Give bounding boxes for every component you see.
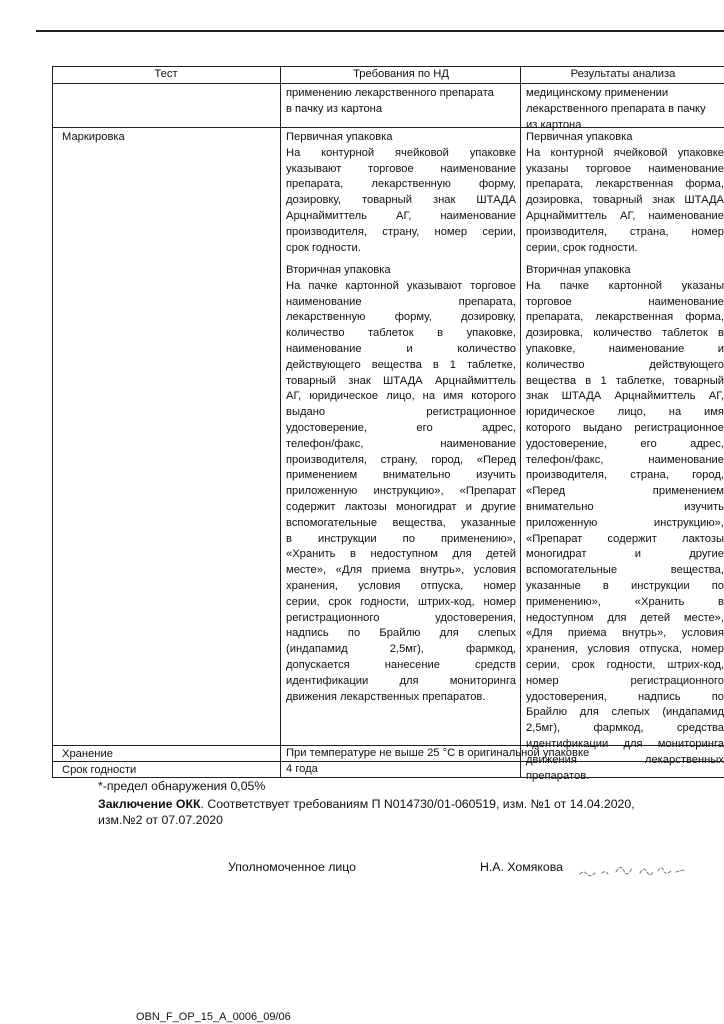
text-line: вспомогательные вещества, — [526, 564, 724, 577]
text-line: На контурной ячейковой упаковке — [286, 146, 516, 159]
results-primary-packaging — [526, 130, 724, 256]
document-code: OBN_F_OP_15_A_0006_09/06 — [136, 1011, 291, 1023]
text-line: торговое наименование — [526, 295, 724, 308]
results-secondary-packaging — [526, 263, 724, 784]
top-rule — [36, 30, 724, 32]
column-rule-2 — [520, 66, 521, 777]
text-line: дозировка, товарный знак ШТАДА — [526, 194, 724, 207]
test-marking: Маркировка — [62, 131, 125, 143]
text-line: телефон/факс, наименование — [286, 437, 516, 450]
text-line: серии, срок годности, штрих-код, — [526, 658, 724, 671]
text-line: движения лекарственных — [526, 753, 724, 766]
text-line: «Препарат содержит лактозы — [526, 532, 724, 545]
header-test: Тест — [154, 68, 178, 80]
text-line: моногидрат и другие — [526, 548, 724, 561]
text-line: производителя, страну, город, «Перед — [286, 453, 516, 466]
requirements-secondary-packaging — [286, 263, 516, 705]
text-line: недоступном для детей месте», — [526, 611, 724, 624]
text-line: лекарственную форму, дозировку, — [286, 311, 516, 324]
text-line: указаны торговое наименование — [526, 162, 724, 175]
text-line: применением внимательно изучить — [286, 469, 516, 482]
text-line: 2,5мг), фармкод, средства — [526, 722, 724, 735]
text-line: производителя, страна, номер — [526, 225, 724, 238]
table-left-rule — [52, 66, 53, 777]
text-line: регистрационного удостоверения, — [286, 611, 516, 624]
column-rule-1 — [280, 66, 281, 777]
text-line: «Для приема внутрь», условия — [526, 627, 724, 640]
text-line: допускается нанесение средств — [286, 658, 516, 671]
text-line: указанные в инструкции по — [526, 579, 724, 592]
text-line: вспомогательные вещества, указанные — [286, 516, 516, 529]
signature-role: Уполномоченное лицо — [228, 860, 357, 874]
storage-value: При температуре не выше 25 °С в оригинальной упаковке — [286, 747, 590, 759]
text-line: На пачке картонной указаны — [526, 279, 724, 292]
text-line: дозировка, количество таблеток в — [526, 327, 724, 340]
text-line: удостоверение, его адрес, — [286, 421, 516, 434]
text-line: срок годности. — [286, 241, 361, 254]
text-line: которого выдано регистрационное — [526, 421, 724, 434]
text-line: приложенную инструкцию», — [526, 516, 724, 529]
requirements-primary-packaging — [286, 130, 516, 256]
text-line: номер регистрационного — [526, 674, 724, 687]
text-line: хранения, условия отпуска, номер — [286, 579, 516, 592]
text-line: знак ШТАДА Арцнаймиттель АГ, — [526, 390, 724, 403]
signature-name: Н.А. Хомякова — [480, 860, 563, 874]
text-line: хранения, условия отпуска, номер — [526, 643, 724, 656]
text-line: юридическое лицо, на имя — [526, 406, 724, 419]
text-line: «Хранить в недоступном для детей — [286, 548, 516, 561]
shelf-life-value: 4 года — [286, 763, 318, 775]
conclusion-text: . Соответствует требованиям П N014730/01-060519, изм. №1 от 14.04.2020, — [200, 797, 635, 811]
text-line: «Перед применением — [526, 485, 724, 498]
text-line: Арцнаймиттель АГ, наименование — [526, 209, 724, 222]
text-line: производителя, страну, номер серии, — [286, 225, 516, 238]
text-line: Вторичная упаковка — [286, 264, 391, 276]
text-line: телефон/факс, наименование — [526, 453, 724, 466]
text-line: На контурной ячейковой упаковке — [526, 146, 724, 159]
text-line: указывают торговое наименование — [286, 162, 516, 175]
text-line: Брайлю для слепых (индапамид — [526, 706, 724, 719]
text-line: наименование и количество — [286, 342, 516, 355]
text-line: товарный знак ШТАДА Арцнаймиттель — [286, 374, 516, 387]
text-line: внимательно изучить — [526, 500, 724, 513]
text-line: упаковке, наименование и — [526, 342, 724, 355]
text-line: выдано регистрационное — [286, 406, 516, 419]
text-line: препарата, лекарственная форма, — [526, 178, 724, 191]
table-header-bottom-rule — [52, 83, 724, 84]
text-line: содержит лактозы моногидрат и другие — [286, 500, 516, 513]
text-line: серии, срок годности, штрих-код, номер — [286, 595, 516, 608]
text-line: Вторичная упаковка — [526, 264, 631, 276]
carry-requirements: применению лекарственного препарата в пачку из картона — [286, 87, 494, 115]
footnote: *-предел обнаружения 0,05% — [98, 779, 266, 793]
carry-results: медицинскому применении лекарственного препарата в пачку из картона — [526, 87, 706, 131]
header-results: Результаты анализа — [570, 68, 676, 80]
text-line: препаратов. — [526, 769, 590, 782]
conclusion-continued: изм.№2 от 07.07.2020 — [98, 813, 223, 827]
text-line: приложенную инструкцию», «Препарат — [286, 485, 516, 498]
text-line: препарата, лекарственная форма, — [526, 311, 724, 324]
conclusion — [98, 797, 635, 811]
table-header-top-rule — [52, 66, 724, 67]
text-line: применению», «Хранить в — [526, 595, 724, 608]
text-line: действующего вещества в 1 таблетке, — [286, 358, 516, 371]
text-line: (индапамид 2,5мг), фармкод, — [286, 643, 516, 656]
conclusion-label: Заключение ОКК — [98, 797, 201, 811]
text-line: в инструкции по применению», — [286, 532, 516, 545]
text-line: наименование препарата, — [286, 295, 516, 308]
text-line: надпись по Брайлю для слепых — [286, 627, 516, 640]
text-line: Первичная упаковка — [526, 131, 633, 143]
text-line: количество таблеток в упаковке, — [286, 327, 516, 340]
text-line: идентификации для мониторинга — [286, 674, 516, 687]
text-line: месте», «Для приема внутрь», условия — [286, 564, 516, 577]
text-line: удостоверения, надпись по — [526, 690, 724, 703]
text-line: движения лекарственных препаратов. — [286, 690, 486, 703]
text-line: удостоверение, его адрес, — [526, 437, 724, 450]
text-line: вещества в 1 таблетке, товарный — [526, 374, 724, 387]
text-line: производителя, страна, город, — [526, 469, 724, 482]
text-line: количество действующего — [526, 358, 724, 371]
text-line: серии, срок годности. — [526, 241, 638, 254]
text-line: Арцнаймиттель АГ, наименование — [286, 209, 516, 222]
test-shelf-life: Срок годности — [62, 764, 137, 776]
handwritten-signature — [578, 858, 688, 880]
text-line: идентификации для мониторинга — [526, 737, 724, 750]
text-line: АГ, юридическое лицо, на имя которого — [286, 390, 516, 403]
header-requirements: Требования по НД — [353, 68, 449, 80]
text-line: Первичная упаковка — [286, 131, 393, 143]
test-storage: Хранение — [62, 748, 113, 760]
text-line: На пачке картонной указывают торговое — [286, 279, 516, 292]
text-line: дозировку, товарный знак ШТАДА — [286, 194, 516, 207]
text-line: препарата, лекарственную форму, — [286, 178, 516, 191]
